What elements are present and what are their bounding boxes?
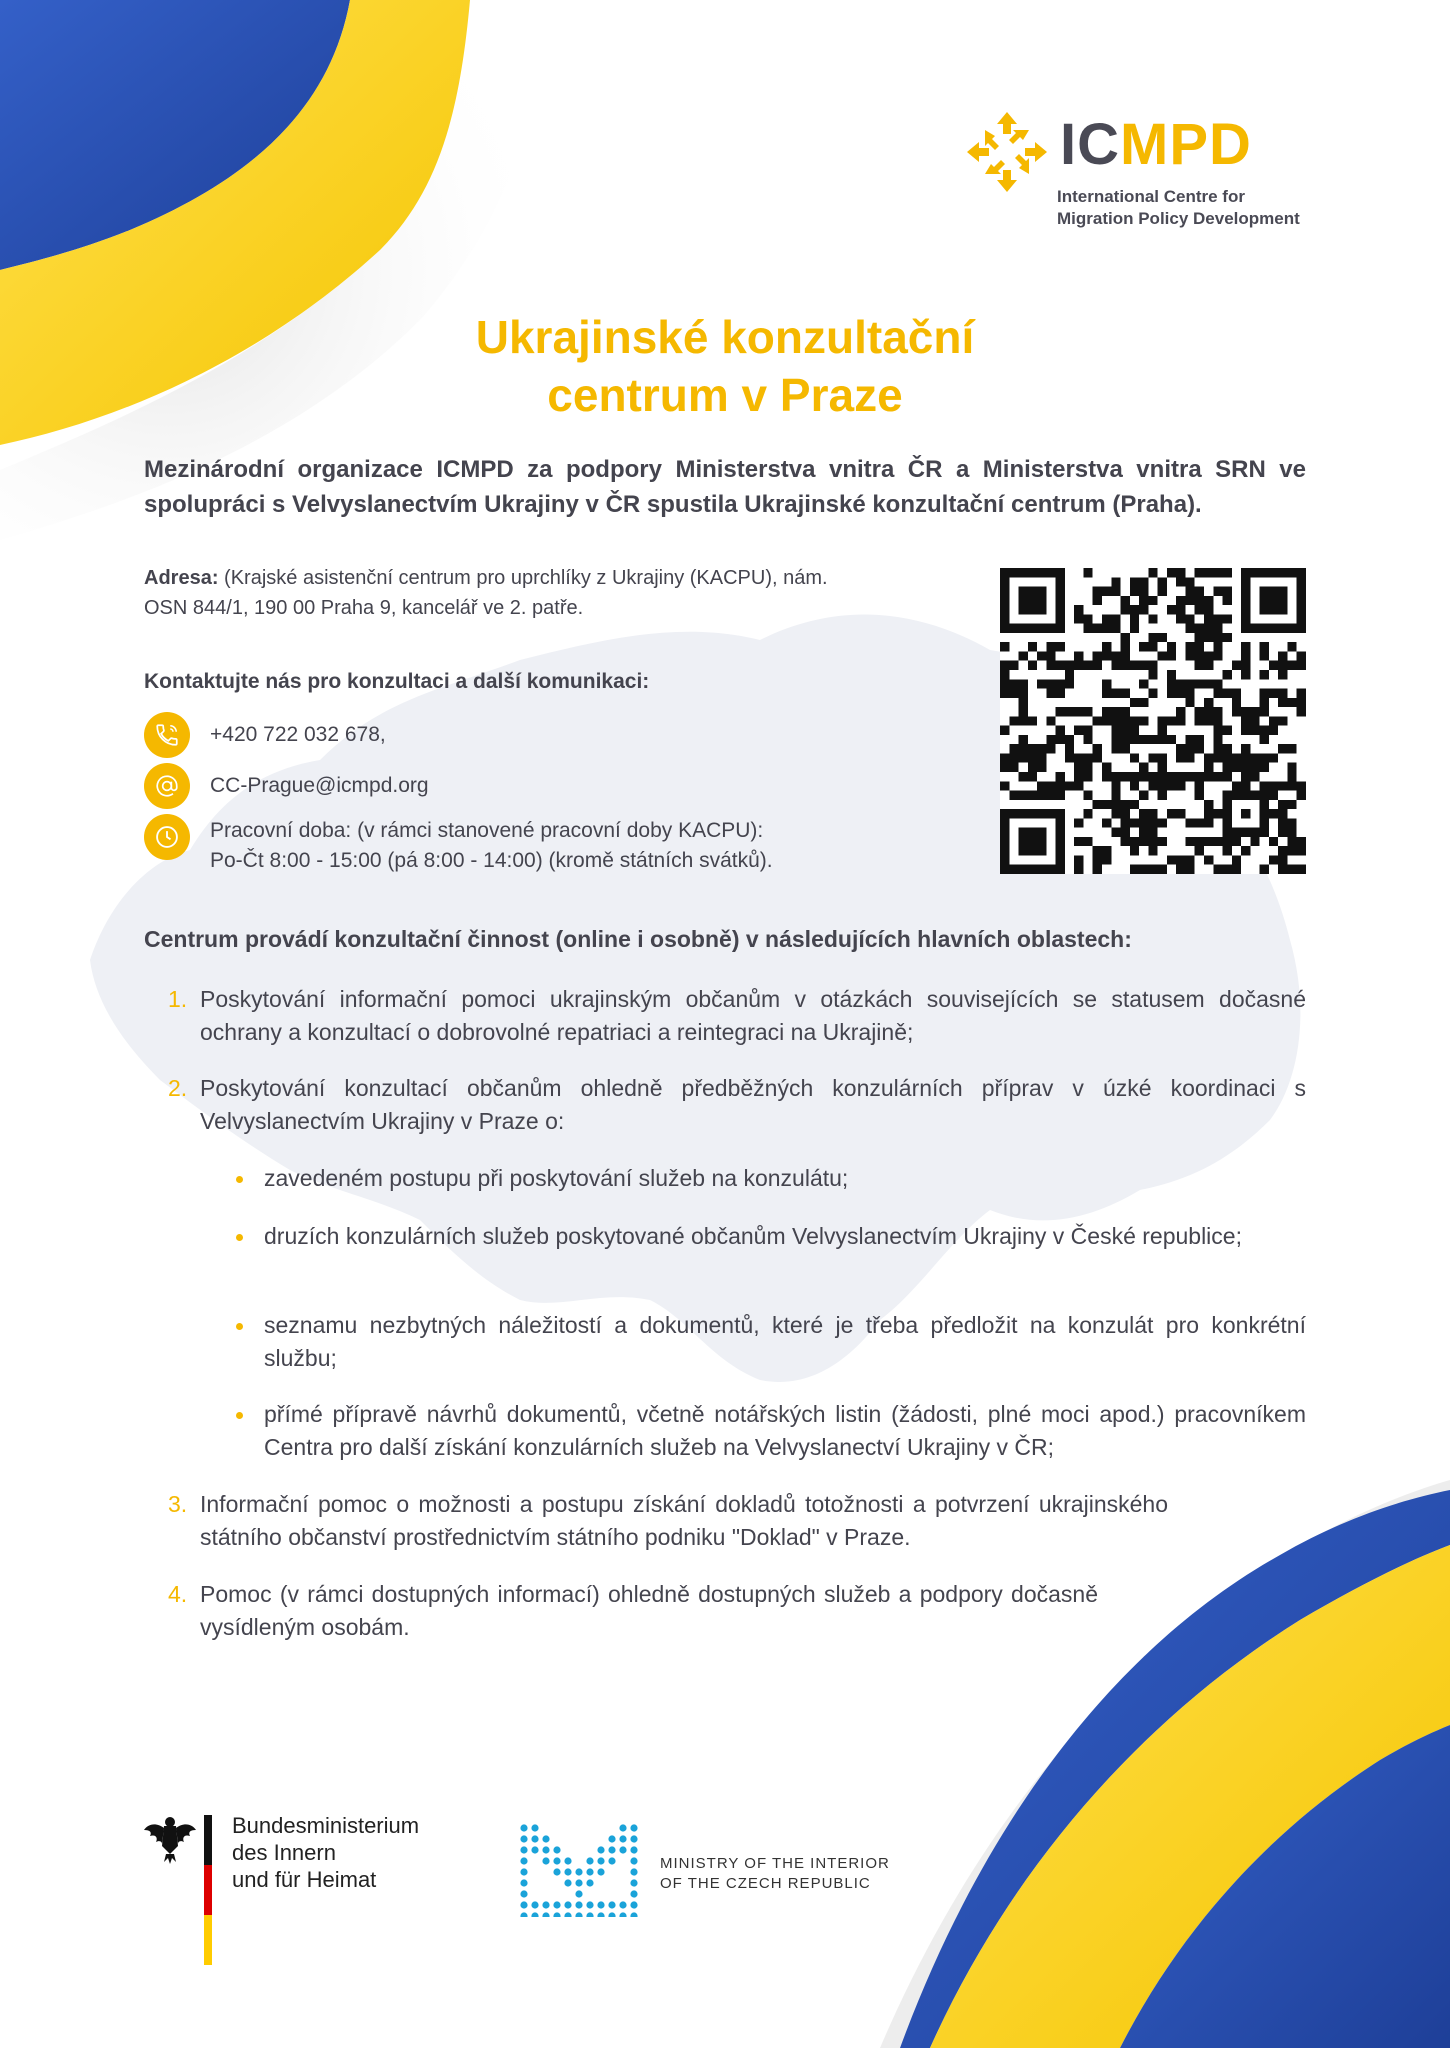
address-line2: OSN 844/1, 190 00 Praha 9, kancelář ve 2. patře. xyxy=(144,597,584,619)
bullet-item xyxy=(236,1220,1306,1253)
at-sign-icon xyxy=(144,763,190,809)
list-item-text: Poskytování informační pomoci ukrajinským občanům v otázkách souvisejících se statusem dočasné ochrany a konzultací o dobrovolné repatriaci a reintegraci na Ukrajině; xyxy=(200,986,1306,1045)
bullet-item-text: přímé přípravě návrhů dokumentů, včetně notářských listin (žádosti, plné moci apod.) pracovníkem Centra pro další získání konzulárních služeb na Velvyslanectví Ukrajiny v ČR; xyxy=(264,1401,1306,1460)
bullet-item xyxy=(236,1398,1306,1464)
contact-phone[interactable]: +420 722 032 678, xyxy=(210,723,386,746)
mvcr-name-line2: OF THE CZECH REPUBLIC xyxy=(660,1875,871,1892)
list-item xyxy=(168,1488,1168,1554)
mvcr-logo xyxy=(518,1822,898,1917)
bullet-dot-icon xyxy=(236,1412,243,1419)
list-item xyxy=(168,1072,1306,1138)
contact-heading: Kontaktujte nás pro konzultaci a další komunikaci: xyxy=(144,670,650,693)
bullet-dot-icon xyxy=(236,1323,243,1330)
bullet-item-text: druzích konzulárních služeb poskytované občanům Velvyslanectvím Ukrajiny v České republice; xyxy=(264,1223,1242,1249)
list-item-number: 3. xyxy=(168,1491,188,1517)
page-title xyxy=(0,308,1450,424)
contact-hours-row xyxy=(144,814,773,876)
list-item-text: Poskytování konzultací občanům ohledně předběžných konzulárních příprav v úzké koordinaci s Velvyslanectvím Ukrajiny v Praze o: xyxy=(200,1075,1306,1134)
bullet-dot-icon xyxy=(236,1234,243,1241)
icmpd-subtitle xyxy=(1057,186,1347,230)
areas-heading: Centrum provádí konzultační činnost (online i osobně) v následujících hlavních oblastech: xyxy=(144,926,1132,952)
qr-code[interactable] xyxy=(1000,568,1306,874)
dot-matrix-m-icon xyxy=(518,1822,643,1917)
list-item-number: 1. xyxy=(168,986,188,1012)
list-item-text: Informační pomoc o možnosti a postupu získání dokladů totožnosti a potvrzení ukrajinského státního občanství prostřednictvím státního podniku "Doklad" v Praze. xyxy=(200,1491,1168,1550)
clock-icon xyxy=(144,814,190,860)
bmi-name-line2: des Innern xyxy=(232,1840,336,1865)
mvcr-name xyxy=(660,1854,890,1894)
german-flag-bar xyxy=(204,1815,212,1965)
address-label: Adresa: xyxy=(144,567,219,589)
icmpd-logo xyxy=(965,110,1335,235)
icmpd-wordmark-ic: IC xyxy=(1060,112,1120,177)
bullet-item-text: zavedeném postupu při poskytování služeb na konzulátu; xyxy=(264,1165,849,1191)
contact-phone-row[interactable] xyxy=(144,712,386,758)
bullet-item-text: seznamu nezbytných náležitostí a dokumentů, které je třeba předložit na konzulát pro konkrétní službu; xyxy=(264,1312,1306,1371)
bmi-name-line1: Bundesministerium xyxy=(232,1813,420,1838)
list-item-number: 4. xyxy=(168,1581,188,1607)
bullet-dot-icon xyxy=(236,1176,243,1183)
contact-email-row[interactable] xyxy=(144,763,429,809)
list-item xyxy=(168,983,1306,1049)
address-line1: (Krajské asistenční centrum pro uprchlíky z Ukrajiny (KACPU), nám. xyxy=(218,567,828,589)
list-item-text: Pomoc (v rámci dostupných informací) ohledně dostupných služeb a podpory dočasně vysídleným osobám. xyxy=(200,1581,1098,1640)
bullet-item xyxy=(236,1309,1306,1375)
bmi-logo xyxy=(142,1810,442,1960)
bullet-item xyxy=(236,1162,1306,1195)
address-block xyxy=(144,563,944,623)
bmi-name-line3: und für Heimat xyxy=(232,1867,377,1892)
page-title-line1: Ukrajinské konzultační xyxy=(475,311,975,363)
list-item xyxy=(168,1578,1098,1644)
icmpd-subtitle-line1: International Centre for xyxy=(1057,187,1245,206)
german-eagle-icon xyxy=(142,1810,198,1866)
mvcr-name-line1: MINISTRY OF THE INTERIOR xyxy=(660,1855,890,1872)
contact-hours-line2: Po-Čt 8:00 - 15:00 (pá 8:00 - 14:00) (kromě státních svátků). xyxy=(210,849,773,872)
contact-email[interactable]: CC-Prague@icmpd.org xyxy=(210,774,429,797)
intro-paragraph: Mezinárodní organizace ICMPD za podpory Ministerstva vnitra ČR a Ministerstva vnitra SRN ve spolupráci s Velvyslanectvím Ukrajiny v ČR spustila Ukrajinské konzultační centrum (Praha). xyxy=(144,456,1306,518)
icmpd-wordmark xyxy=(1060,112,1252,177)
list-item-number: 2. xyxy=(168,1075,188,1101)
contact-hours-line1: Pracovní doba: (v rámci stanovené pracovní doby KACPU): xyxy=(210,819,764,842)
bmi-name xyxy=(232,1812,419,1893)
contact-hours xyxy=(210,814,773,876)
icmpd-wordmark-mpd: MPD xyxy=(1120,112,1252,177)
page-title-line2: centrum v Praze xyxy=(547,369,903,421)
phone-icon xyxy=(144,712,190,758)
icmpd-subtitle-line2: Migration Policy Development xyxy=(1057,209,1300,228)
icmpd-arrows-icon xyxy=(965,110,1049,194)
